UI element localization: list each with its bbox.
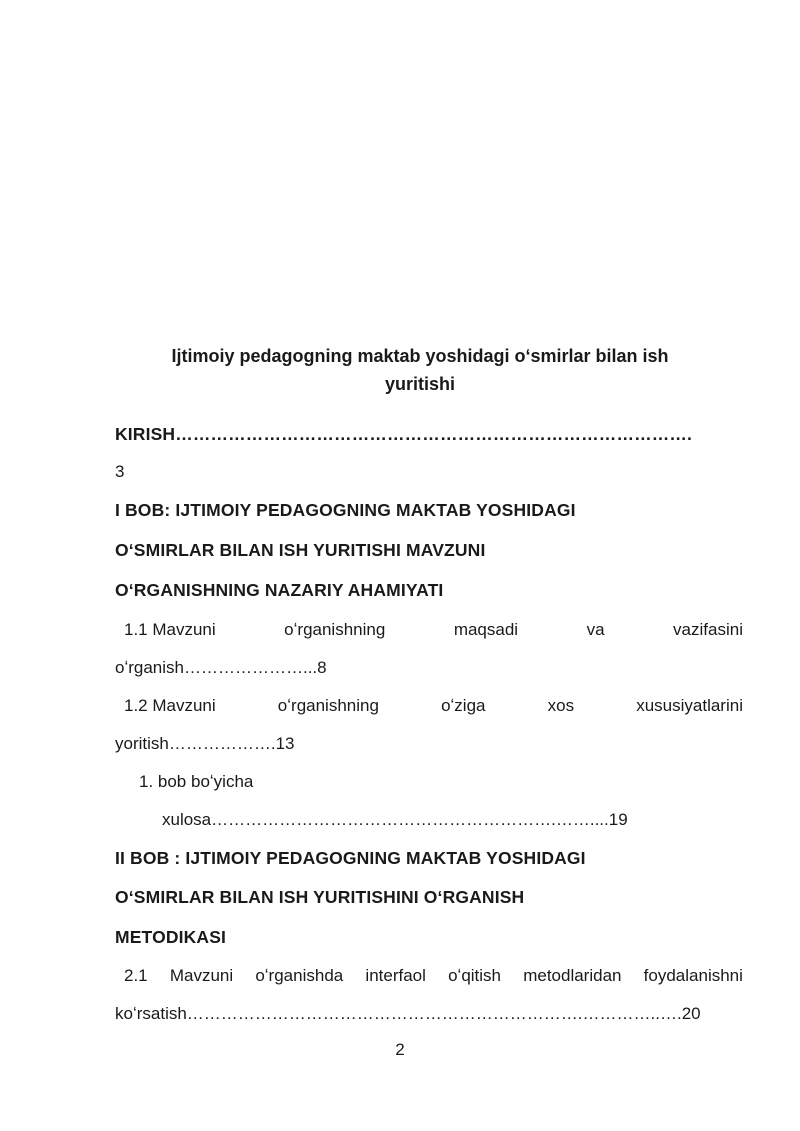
toc-word: interfaol [365,966,426,985]
toc-chapter2-line2: OʻSMIRLAR BILAN ISH YURITISHINI OʻRGANISH [115,887,525,907]
toc-section-1-2-cont: yoritish……………….13 [115,734,295,753]
toc-kirish-page: 3 [115,462,125,481]
toc-word: maqsadi [453,620,519,639]
toc-word: va [586,620,605,639]
toc-section-2-1 [115,966,743,986]
toc-word: 1.2 Mavzuni [124,696,216,715]
toc-chapter1-line2: OʻSMIRLAR BILAN ISH YURITISHI MAVZUNI [115,540,486,560]
toc-conclusion-entry: xulosa…………………………………………………….……....19 [162,810,628,829]
toc-chapter2-line3: METODIKASI [115,927,227,947]
toc-word: 2.1 [124,966,148,985]
toc-section-1-1-cont: oʻrganish…………………...8 [115,658,327,677]
toc-word: oʻrganishning [277,696,379,715]
toc-word: xususiyatlarini [636,696,743,715]
title-line-2: yuritishi [384,374,455,394]
toc-word: foydalanishni [643,966,743,985]
toc-word: oʻrganishning [284,620,386,639]
toc-kirish: KIRISH……………………………………………………………………………. [115,424,693,444]
toc-word: Mavzuni [169,966,234,985]
document-title [100,342,740,398]
toc-section-1-1 [115,620,743,640]
toc-word: oʻqitish [448,966,502,985]
toc-word: oʻziga [441,696,486,715]
page-number: 2 [395,1040,405,1059]
toc-word: xos [547,696,575,715]
toc-section-1-2 [115,696,743,716]
toc-word: metodlaridan [523,966,622,985]
toc-chapter1-line3: OʻRGANISHNING NAZARIY AHAMIYATI [115,580,444,600]
toc-conclusion-label: 1. bob boʻyicha [139,772,254,791]
title-line-1: Ijtimoiy pedagogning maktab yoshidagi oʻsmirlar bilan ish [171,346,669,366]
toc-word: oʻrganishda [255,966,344,985]
toc-chapter2-line1: II BOB : IJTIMOIY PEDAGOGNING MAKTAB YOSHIDAGI [115,848,586,868]
toc-section-2-1-cont: koʻrsatish…………………………………………………………….…………..….20 [115,1004,701,1023]
toc-word: vazifasini [673,620,743,639]
toc-word: 1.1 Mavzuni [124,620,216,639]
toc-chapter1-line1: I BOB: IJTIMOIY PEDAGOGNING MAKTAB YOSHIDAGI [115,500,576,520]
